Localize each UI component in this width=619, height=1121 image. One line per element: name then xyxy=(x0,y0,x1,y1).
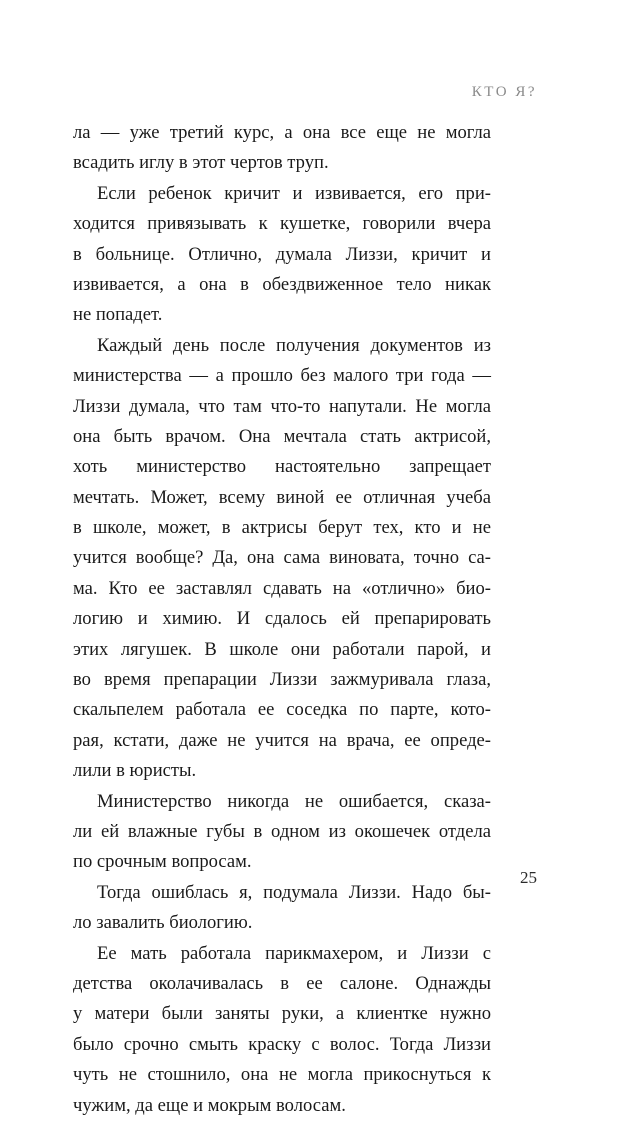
text-line: рая, кстати, даже не учится на врача, ее опреде- xyxy=(73,729,491,751)
text-line: Каждый день после получения документов из xyxy=(97,334,491,356)
text-line: по срочным вопросам. xyxy=(73,851,252,873)
text-line: в больнице. Отлично, думала Лиззи, кричит и xyxy=(73,243,491,265)
text-line: ла — уже третий курс, а она все еще не могла xyxy=(73,122,491,143)
text-line: хоть министерство настоятельно запрещает xyxy=(73,456,491,478)
text-line: Тогда ошиблась я, подумала Лиззи. Надо бы- xyxy=(97,881,491,903)
text-line: не попадет. xyxy=(73,304,163,326)
text-line: этих лягушек. В школе они работали парой, и xyxy=(73,638,491,660)
text-line: логию и химию. И сдалось ей препарировать xyxy=(73,608,491,630)
text-line: она быть врачом. Она мечтала стать актрисой, xyxy=(73,425,491,447)
body-text xyxy=(73,118,491,1121)
text-line: извивается, а она в обездвиженное тело никак xyxy=(73,273,491,295)
text-line: чужим, да еще и мокрым волосам. xyxy=(73,1094,346,1116)
text-line: мечтать. Может, всему виной ее отличная учеба xyxy=(73,486,491,508)
text-line: всадить иглу в этот чертов труп. xyxy=(73,152,329,174)
text-line: у матери были заняты руки, а клиентке нужно xyxy=(73,1003,491,1025)
text-line: чуть не стошнило, она не могла прикоснуться к xyxy=(73,1064,491,1086)
text-line: Ее мать работала парикмахером, и Лиззи с xyxy=(97,942,491,964)
text-line: было срочно смыть краску с волос. Тогда Лиззи xyxy=(73,1033,491,1055)
text-line: ло завалить биологию. xyxy=(73,912,253,934)
text-line: Лиззи думала, что там что-то напутали. Не могла xyxy=(73,395,491,417)
text-line: скальпелем работала ее соседка по парте, кото- xyxy=(73,699,491,721)
text-line: Министерство никогда не ошибается, сказа- xyxy=(97,790,491,812)
text-line: ли ей влажные губы в одном из окошечек отдела xyxy=(73,820,491,842)
text-line: учится вообще? Да, она сама виновата, точно са- xyxy=(73,547,491,569)
text-line: министерства — а прошло без малого три года — xyxy=(73,365,491,387)
page-number: 25 xyxy=(520,868,537,887)
text-line: детства околачивалась в ее салоне. Однажды xyxy=(73,972,491,994)
text-line: во время препарации Лиззи зажмуривала глаза, xyxy=(73,669,491,691)
text-line: в школе, может, в актрисы берут тех, кто и не xyxy=(73,517,491,539)
running-head: КТО Я? xyxy=(471,84,537,100)
text-line: ма. Кто ее заставлял сдавать на «отлично» био- xyxy=(73,577,491,599)
text-line: ходится привязывать к кушетке, говорили вчера xyxy=(73,213,491,235)
text-line: Если ребенок кричит и извивается, его при- xyxy=(97,182,491,204)
text-line: лили в юристы. xyxy=(73,760,197,782)
